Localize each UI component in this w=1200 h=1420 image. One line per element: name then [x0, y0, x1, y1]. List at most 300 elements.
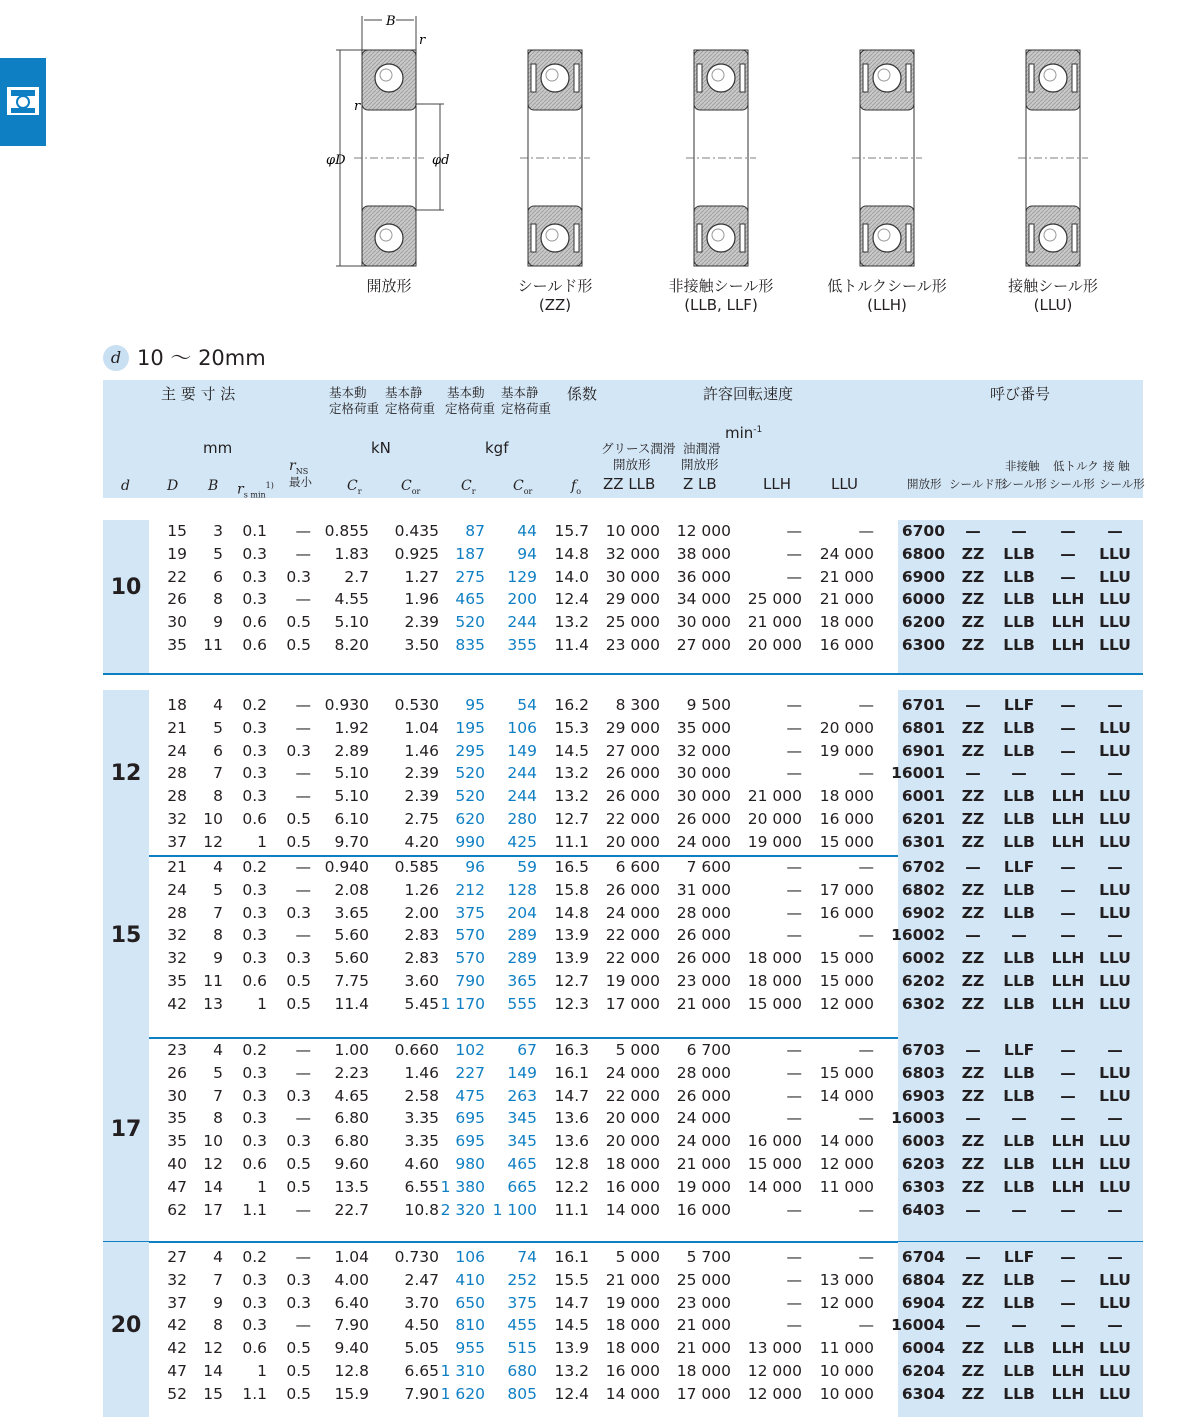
- cell-cor-kn: 2.83: [404, 949, 439, 968]
- cell-speed-llh: —: [786, 1086, 802, 1105]
- table-row: [103, 947, 1143, 970]
- cell-D: 24: [167, 880, 187, 899]
- cell-speed-llh: —: [786, 1063, 802, 1082]
- cell-des-llh: LLH: [1051, 1339, 1085, 1358]
- cell-speed-llu: —: [858, 1316, 874, 1335]
- cell-des-zz: ZZ: [961, 590, 985, 609]
- cell-speed-oil: 21 000: [676, 1155, 731, 1173]
- bore-diameter: 15: [110, 922, 142, 948]
- bore-symbol: d: [103, 345, 129, 371]
- cell-fo: 14.5: [554, 741, 589, 760]
- hdr-unit-min: $\min^{-1}$: [725, 424, 763, 442]
- cell-cr-kn: 11.4: [334, 994, 369, 1013]
- cell-rns-min: 0.3: [286, 741, 311, 760]
- cell-B: 13: [203, 994, 223, 1013]
- cell-des-llu: —: [1107, 1041, 1123, 1059]
- cell-B: 14: [203, 1362, 223, 1380]
- cell-des-noncontact: LLB: [1003, 590, 1035, 609]
- cell-rns-min: 0.5: [286, 1362, 311, 1380]
- cell-cr-kn: 5.10: [334, 787, 369, 806]
- cell-speed-llu: —: [858, 1200, 874, 1219]
- cell-cr-kgf: 835: [455, 636, 485, 654]
- cell-speed-oil: 21 000: [676, 1339, 731, 1358]
- cell-speed-grease: 21 000: [605, 1270, 660, 1289]
- cell-rs-min: 0.3: [242, 764, 267, 783]
- bore-diameter: 17: [110, 1117, 142, 1143]
- table-row: [103, 566, 1143, 589]
- cell-rns-min: 0.5: [286, 613, 311, 632]
- cell-cr-kgf: 650: [455, 1293, 485, 1312]
- cell-B: 5: [213, 544, 223, 563]
- cell-des-llu: —: [1107, 858, 1123, 876]
- cell-cor-kgf: 128: [507, 880, 537, 899]
- cell-des-open: 6800: [901, 544, 945, 563]
- cell-speed-llh: —: [786, 718, 802, 737]
- cell-rs-min: 0.6: [242, 810, 267, 828]
- table-row: [103, 1062, 1143, 1085]
- cell-speed-grease: 20 000: [605, 832, 660, 851]
- cell-rns-min: —: [295, 1041, 311, 1059]
- caption-line1: 接触シール形: [1008, 277, 1098, 295]
- cell-D: 35: [167, 1132, 187, 1151]
- hdr-des-shield: シールド形: [949, 477, 1007, 491]
- cell-D: 47: [167, 1177, 187, 1196]
- hdr-rns-min: 最小: [289, 475, 312, 489]
- cell-des-noncontact: LLB: [1003, 567, 1035, 586]
- cell-cor-kn: 2.39: [404, 764, 439, 783]
- cell-des-noncontact: LLB: [1003, 994, 1035, 1013]
- cell-fo: 13.6: [554, 1109, 589, 1128]
- cell-speed-llh: 20 000: [747, 810, 802, 828]
- table-row: [103, 1107, 1143, 1130]
- cell-rns-min: 0.3: [286, 903, 311, 922]
- label-r-side: r: [354, 99, 361, 114]
- cell-des-open: 6901: [901, 741, 945, 760]
- cell-des-noncontact: LLF: [1003, 858, 1035, 876]
- cell-speed-llh: —: [786, 567, 802, 586]
- cell-des-llh: —: [1060, 718, 1076, 737]
- cell-fo: 16.3: [554, 1041, 589, 1059]
- cell-speed-oil: 24 000: [676, 832, 731, 851]
- bearing-section-4: [852, 50, 922, 266]
- cell-cor-kgf: 375: [507, 1293, 537, 1312]
- cell-speed-llh: 20 000: [747, 636, 802, 654]
- cell-B: 10: [203, 1132, 223, 1151]
- caption-line1: 非接触シール形: [668, 277, 774, 295]
- cell-des-llh: —: [1060, 1316, 1076, 1335]
- cell-speed-llh: —: [786, 764, 802, 783]
- cell-speed-llu: 11 000: [819, 1177, 874, 1196]
- cell-speed-grease: 30 000: [605, 567, 660, 586]
- cell-speed-grease: 20 000: [605, 1109, 660, 1128]
- cell-cr-kgf: 1 170: [440, 994, 485, 1013]
- cell-fo: 12.7: [554, 972, 589, 990]
- cell-des-open: 6201: [901, 810, 945, 828]
- cell-speed-llh: 13 000: [747, 1339, 802, 1358]
- table-row: [103, 588, 1143, 611]
- cell-speed-oil: 21 000: [676, 1316, 731, 1335]
- cell-rs-min: 1.1: [242, 1200, 267, 1219]
- cell-fo: 13.2: [554, 764, 589, 783]
- cell-des-llh: —: [1060, 1041, 1076, 1059]
- hdr-col-cor-kgf: $C_{or}$: [513, 478, 533, 496]
- caption-line1: シールド形: [517, 277, 593, 295]
- cell-cor-kgf: 805: [507, 1384, 537, 1403]
- cell-cr-kgf: 87: [465, 522, 485, 540]
- cell-des-llu: LLU: [1099, 1132, 1131, 1151]
- cell-des-llu: —: [1107, 1316, 1123, 1335]
- cell-cr-kgf: 375: [455, 903, 485, 922]
- cell-des-llh: —: [1060, 1063, 1076, 1082]
- cell-speed-llh: —: [786, 741, 802, 760]
- cell-B: 11: [203, 972, 223, 990]
- cell-des-llh: LLH: [1051, 1384, 1085, 1403]
- cell-des-llu: —: [1107, 522, 1123, 540]
- cell-speed-llu: 14 000: [819, 1086, 874, 1105]
- cell-des-noncontact: LLB: [1003, 1155, 1035, 1173]
- cell-cr-kn: 2.89: [334, 741, 369, 760]
- cell-cor-kgf: 149: [507, 741, 537, 760]
- cell-rns-min: —: [295, 590, 311, 609]
- cell-des-open: 6704: [901, 1248, 945, 1266]
- bearing-cross-sections: [300, 6, 1160, 281]
- cell-speed-oil: 9 500: [686, 696, 731, 714]
- cell-fo: 14.5: [554, 1316, 589, 1335]
- cell-cor-kgf: 680: [507, 1362, 537, 1380]
- cell-rs-min: 0.6: [242, 636, 267, 654]
- cell-B: 7: [213, 903, 223, 922]
- cell-B: 8: [213, 1316, 223, 1335]
- cell-D: 42: [167, 994, 187, 1013]
- cell-cor-kn: 2.47: [404, 1270, 439, 1289]
- cell-cor-kn: 3.35: [404, 1109, 439, 1128]
- cell-fo: 12.8: [554, 1155, 589, 1173]
- hdr-sta-kgf-1: 基本静: [501, 385, 539, 400]
- cell-cr-kn: 0.930: [324, 696, 369, 714]
- table-row: [103, 1153, 1143, 1176]
- cell-des-zz: —: [965, 696, 981, 714]
- cell-rs-min: 0.3: [242, 880, 267, 899]
- cell-speed-grease: 14 000: [605, 1384, 660, 1403]
- bore-group-10: [103, 520, 1143, 674]
- cell-rs-min: 0.3: [242, 1316, 267, 1335]
- cell-speed-llu: 12 000: [819, 994, 874, 1013]
- cell-fo: 11.1: [554, 832, 589, 851]
- cell-cor-kn: 0.585: [394, 858, 439, 876]
- cell-cr-kn: 9.60: [334, 1155, 369, 1173]
- table-row: [103, 634, 1143, 657]
- cell-cr-kgf: 465: [455, 590, 485, 609]
- cell-cr-kn: 8.20: [334, 636, 369, 654]
- cell-rns-min: 0.3: [286, 1293, 311, 1312]
- cell-des-zz: —: [965, 522, 981, 540]
- bore-diameter: 20: [110, 1312, 142, 1338]
- cell-D: 21: [167, 718, 187, 737]
- cell-des-llh: LLH: [1051, 787, 1085, 806]
- cell-cr-kgf: 475: [455, 1086, 485, 1105]
- cell-speed-llu: 24 000: [819, 544, 874, 563]
- cell-cr-kgf: 1 620: [440, 1384, 485, 1403]
- cell-D: 30: [167, 1086, 187, 1105]
- cell-des-zz: ZZ: [961, 832, 985, 851]
- cell-speed-llh: —: [786, 1270, 802, 1289]
- cell-des-noncontact: LLB: [1003, 1362, 1035, 1380]
- cell-B: 12: [203, 832, 223, 851]
- cell-des-llh: LLH: [1051, 613, 1085, 632]
- cell-speed-llh: —: [786, 522, 802, 540]
- table-row: [103, 520, 1143, 543]
- cell-cr-kgf: 1 310: [440, 1362, 485, 1380]
- cell-rs-min: 0.1: [242, 522, 267, 540]
- cell-speed-oil: 26 000: [676, 1086, 731, 1105]
- label-B: B: [386, 14, 396, 29]
- cell-des-zz: ZZ: [961, 1339, 985, 1358]
- cell-des-zz: ZZ: [961, 810, 985, 828]
- bore-group-12: [103, 690, 1143, 856]
- cell-speed-llh: —: [786, 696, 802, 714]
- cell-cr-kgf: 695: [455, 1109, 485, 1128]
- cell-speed-oil: 6 700: [686, 1041, 731, 1059]
- cell-rns-min: 0.3: [286, 567, 311, 586]
- cell-des-llu: —: [1107, 1200, 1123, 1219]
- cell-speed-llh: 12 000: [747, 1384, 802, 1403]
- table-row: [103, 808, 1143, 831]
- cell-cor-kn: 6.55: [404, 1177, 439, 1196]
- cell-speed-llu: 16 000: [819, 903, 874, 922]
- cell-fo: 14.8: [554, 544, 589, 563]
- cell-rs-min: 0.3: [242, 1063, 267, 1082]
- cell-cor-kgf: 44: [517, 522, 537, 540]
- cell-des-llu: LLU: [1099, 613, 1131, 632]
- cell-D: 37: [167, 1293, 187, 1312]
- cell-speed-grease: 25 000: [605, 613, 660, 632]
- cell-des-llu: LLU: [1099, 949, 1131, 968]
- cell-speed-llh: 19 000: [747, 832, 802, 851]
- cell-des-llh: —: [1060, 1109, 1076, 1128]
- cell-cor-kgf: 244: [507, 787, 537, 806]
- cell-des-llu: —: [1107, 1109, 1123, 1128]
- hdr-col-cr-kgf: $C_r$: [461, 478, 476, 496]
- cell-speed-grease: 5 000: [615, 1041, 660, 1059]
- bearing-section-5: [1018, 50, 1088, 266]
- cell-B: 8: [213, 787, 223, 806]
- cell-D: 40: [167, 1155, 187, 1173]
- cell-speed-grease: 16 000: [605, 1362, 660, 1380]
- cell-rs-min: 0.6: [242, 613, 267, 632]
- cell-rns-min: 0.3: [286, 1132, 311, 1151]
- cell-des-zz: ZZ: [961, 1086, 985, 1105]
- cell-speed-grease: 22 000: [605, 949, 660, 968]
- cell-speed-grease: 18 000: [605, 1339, 660, 1358]
- hdr-designation: 呼び番号: [990, 385, 1051, 403]
- hdr-lowtorque-2: シール形: [1049, 477, 1095, 491]
- hdr-col-cor: $C_{or}$: [401, 478, 421, 496]
- cell-speed-grease: 27 000: [605, 741, 660, 760]
- cell-des-noncontact: LLB: [1003, 832, 1035, 851]
- cell-cor-kgf: 59: [517, 858, 537, 876]
- cell-cor-kgf: 289: [507, 926, 537, 945]
- cell-speed-llh: 21 000: [747, 787, 802, 806]
- cell-speed-oil: 26 000: [676, 810, 731, 828]
- cell-speed-grease: 26 000: [605, 880, 660, 899]
- table-row: [103, 1085, 1143, 1108]
- cell-speed-llu: 21 000: [819, 590, 874, 609]
- cell-speed-llh: —: [786, 858, 802, 876]
- cell-cr-kn: 6.80: [334, 1132, 369, 1151]
- cell-speed-llu: —: [858, 764, 874, 783]
- cell-B: 12: [203, 1339, 223, 1358]
- caption-line1: 低トルクシール形: [827, 277, 947, 295]
- cell-cr-kgf: 410: [455, 1270, 485, 1289]
- cell-rs-min: 0.3: [242, 1109, 267, 1128]
- hdr-col-rs: $r_{s min}^{1)}$: [237, 481, 274, 500]
- cell-cor-kgf: 200: [507, 590, 537, 609]
- hdr-col-zlb: Z LB: [683, 475, 717, 493]
- hdr-col-fo: $f_o$: [571, 478, 582, 496]
- cell-des-open: 6002: [901, 949, 945, 968]
- table-row: [103, 924, 1143, 947]
- cell-des-zz: ZZ: [961, 741, 985, 760]
- cell-speed-grease: 10 000: [605, 522, 660, 540]
- cell-speed-llu: 15 000: [819, 949, 874, 968]
- cell-des-noncontact: —: [1011, 764, 1027, 783]
- cell-cor-kgf: 665: [507, 1177, 537, 1196]
- cell-cr-kgf: 187: [455, 544, 485, 563]
- cell-speed-oil: 19 000: [676, 1177, 731, 1196]
- cell-des-zz: —: [965, 858, 981, 876]
- cell-des-noncontact: LLB: [1003, 544, 1035, 563]
- caption-line2: (LLH): [867, 296, 907, 314]
- table-row: [103, 785, 1143, 808]
- cell-speed-grease: 29 000: [605, 718, 660, 737]
- cell-cor-kn: 2.75: [404, 810, 439, 828]
- cell-rns-min: —: [295, 1063, 311, 1082]
- cell-speed-grease: 17 000: [605, 994, 660, 1013]
- cell-speed-llu: 10 000: [819, 1362, 874, 1380]
- cell-des-llu: LLU: [1099, 567, 1131, 586]
- cell-cor-kgf: 365: [507, 972, 537, 990]
- cell-speed-llh: 15 000: [747, 994, 802, 1013]
- table-row: [103, 611, 1143, 634]
- cell-speed-grease: 23 000: [605, 636, 660, 654]
- cell-cor-kgf: 244: [507, 613, 537, 632]
- table-row: [103, 740, 1143, 763]
- cell-fo: 12.2: [554, 1177, 589, 1196]
- cell-B: 6: [213, 567, 223, 586]
- cell-rs-min: 0.3: [242, 1086, 267, 1105]
- cell-rns-min: 0.5: [286, 832, 311, 851]
- cell-B: 12: [203, 1155, 223, 1173]
- cell-des-llh: LLH: [1051, 1155, 1085, 1173]
- cell-des-llh: —: [1060, 1293, 1076, 1312]
- cell-B: 11: [203, 636, 223, 654]
- cell-des-noncontact: LLB: [1003, 1132, 1035, 1151]
- cell-speed-oil: 32 000: [676, 741, 731, 760]
- cell-fo: 12.4: [554, 1384, 589, 1403]
- cell-des-zz: ZZ: [961, 567, 985, 586]
- cell-speed-grease: 26 000: [605, 764, 660, 783]
- cell-speed-llu: —: [858, 1041, 874, 1059]
- cell-des-llu: LLU: [1099, 1086, 1131, 1105]
- cell-des-open: 6303: [901, 1177, 945, 1196]
- cell-D: 28: [167, 787, 187, 806]
- table-header: [103, 380, 1143, 498]
- cell-des-zz: ZZ: [961, 880, 985, 899]
- cell-speed-oil: 35 000: [676, 718, 731, 737]
- cell-des-zz: ZZ: [961, 994, 985, 1013]
- cell-cr-kn: 6.40: [334, 1293, 369, 1312]
- cell-des-llu: —: [1107, 926, 1123, 945]
- cell-cor-kgf: 149: [507, 1063, 537, 1082]
- cell-des-llu: LLU: [1099, 994, 1131, 1013]
- cell-speed-grease: 5 000: [615, 1248, 660, 1266]
- cell-cor-kn: 2.58: [404, 1086, 439, 1105]
- cell-cr-kgf: 520: [455, 764, 485, 783]
- cell-speed-grease: 24 000: [605, 903, 660, 922]
- cell-cor-kgf: 345: [507, 1132, 537, 1151]
- cell-des-noncontact: LLB: [1003, 972, 1035, 990]
- cell-cor-kn: 3.70: [404, 1293, 439, 1312]
- cell-des-zz: ZZ: [961, 544, 985, 563]
- cell-D: 30: [167, 613, 187, 632]
- cell-speed-oil: 18 000: [676, 1362, 731, 1380]
- cell-cr-kgf: 95: [465, 696, 485, 714]
- cell-cr-kgf: 1 380: [440, 1177, 485, 1196]
- table-row: [103, 1337, 1143, 1360]
- cell-speed-llu: 11 000: [819, 1339, 874, 1358]
- cell-speed-grease: 18 000: [605, 1316, 660, 1335]
- cell-des-open: 16004: [891, 1316, 945, 1335]
- cell-D: 26: [167, 1063, 187, 1082]
- cell-rs-min: 0.3: [242, 1270, 267, 1289]
- label-phi-d: φd: [432, 153, 450, 168]
- cell-speed-oil: 38 000: [676, 544, 731, 563]
- cell-speed-oil: 36 000: [676, 567, 731, 586]
- table-row: [103, 1269, 1143, 1292]
- cell-des-zz: ZZ: [961, 1270, 985, 1289]
- cell-B: 8: [213, 926, 223, 945]
- bearing-diagrams: [300, 6, 1160, 326]
- table-row: [103, 1199, 1143, 1222]
- cell-cor-kgf: 455: [507, 1316, 537, 1335]
- cell-fo: 11.1: [554, 1200, 589, 1219]
- cell-rs-min: 1: [257, 832, 267, 851]
- bore-group-20: [103, 1242, 1143, 1417]
- cell-rs-min: 0.2: [242, 1248, 267, 1266]
- cell-des-llu: —: [1107, 696, 1123, 714]
- cell-des-llh: LLH: [1051, 832, 1085, 851]
- cell-D: 27: [167, 1248, 187, 1266]
- hdr-sta-1: 基本静: [385, 385, 423, 400]
- cell-cor-kgf: 74: [517, 1248, 537, 1266]
- cell-des-llh: —: [1060, 567, 1076, 586]
- cell-des-noncontact: LLB: [1003, 1339, 1035, 1358]
- cell-cor-kgf: 1 100: [492, 1200, 537, 1219]
- cell-des-noncontact: LLB: [1003, 810, 1035, 828]
- cell-speed-llh: —: [786, 1316, 802, 1335]
- cell-des-zz: —: [965, 926, 981, 945]
- cell-des-zz: ZZ: [961, 972, 985, 990]
- label-phi-D: φD: [326, 153, 346, 168]
- cell-des-open: 6203: [901, 1155, 945, 1173]
- table-row: [103, 831, 1143, 854]
- cell-B: 4: [213, 858, 223, 876]
- cell-des-llh: LLH: [1051, 1362, 1085, 1380]
- cell-cr-kn: 5.60: [334, 926, 369, 945]
- cell-rns-min: —: [295, 1109, 311, 1128]
- cell-B: 9: [213, 1293, 223, 1312]
- cell-speed-oil: 24 000: [676, 1132, 731, 1151]
